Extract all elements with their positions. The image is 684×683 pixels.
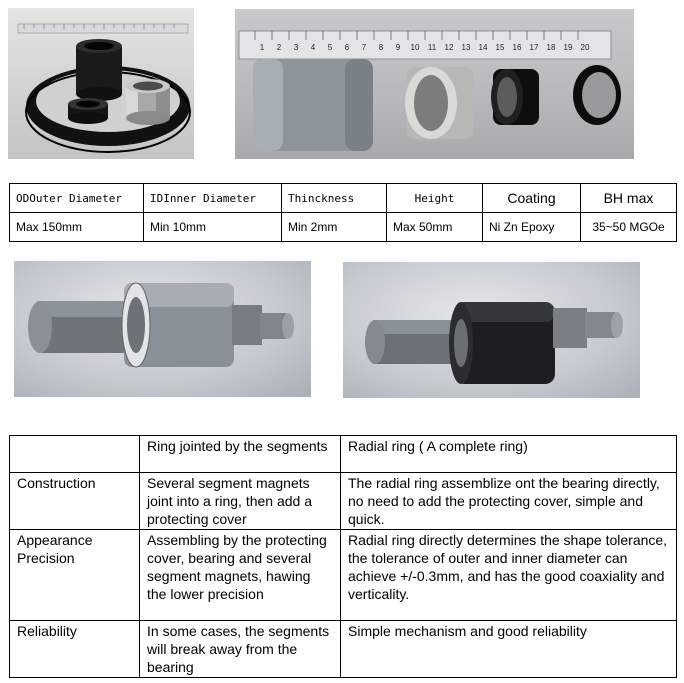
ruler-number: 20 <box>580 43 590 52</box>
comparison-header-segments: Ring jointed by the segments <box>140 436 341 473</box>
comparison-header-radial: Radial ring ( A complete ring) <box>341 436 677 473</box>
radial-cell: The radial ring assemblize ont the bearing directly, no need to add the protecting cover, simple and quick. <box>341 473 677 530</box>
radial-ring-render <box>343 262 640 398</box>
segment-ring-render <box>14 261 311 397</box>
spec-value-coating: Ni Zn Epoxy <box>483 213 581 242</box>
ruler-magnets-illustration <box>235 9 634 159</box>
segments-cell: Assembling by the protecting cover, bearing and several segment magnets, hawing the lower precision <box>140 530 341 621</box>
spec-header-height: Height <box>387 184 483 213</box>
comparison-header-row <box>10 436 677 473</box>
spec-header-id: IDInner Diameter <box>144 184 282 213</box>
spec-header-thickness: Thinckness <box>282 184 387 213</box>
spec-table-header-row <box>10 184 677 213</box>
radial-ring-illustration <box>343 262 640 398</box>
ruler-number: 5 <box>327 43 333 52</box>
row-label: Appearance Precision <box>10 530 140 621</box>
ruler-number: 2 <box>276 43 282 52</box>
ruler-number: 6 <box>344 43 350 52</box>
ruler-number: 3 <box>293 43 299 52</box>
spec-value-id: Min 10mm <box>144 213 282 242</box>
ruler-number: 13 <box>461 43 471 52</box>
spec-value-bhmax: 35~50 MGOe <box>581 213 677 242</box>
ring-magnets-photo <box>8 8 194 159</box>
comparison-row-reliability <box>10 621 677 678</box>
spec-header-coating: Coating <box>483 184 581 213</box>
ruler-number: 19 <box>563 43 573 52</box>
row-label: Construction <box>10 473 140 530</box>
ring-magnets-illustration <box>8 8 194 159</box>
spec-header-od: ODOuter Diameter <box>10 184 144 213</box>
comparison-row-precision <box>10 530 677 621</box>
spec-value-thickness: Min 2mm <box>282 213 387 242</box>
spec-table <box>9 183 677 242</box>
segments-cell: In some cases, the segments will break away from the bearing <box>140 621 341 678</box>
ruler-number: 4 <box>310 43 316 52</box>
ruler-number: 10 <box>410 43 420 52</box>
comparison-row-construction <box>10 473 677 530</box>
ruler-number: 16 <box>512 43 522 52</box>
ruler-number: 11 <box>427 43 437 52</box>
ruler-number: 1 <box>259 43 265 52</box>
spec-value-height: Max 50mm <box>387 213 483 242</box>
ruler-number: 17 <box>529 43 539 52</box>
ruler-number: 18 <box>546 43 556 52</box>
ruler-number: 7 <box>361 43 367 52</box>
comparison-header-blank <box>10 436 140 473</box>
spec-header-bhmax: BH max <box>581 184 677 213</box>
segments-cell: Several segment magnets joint into a ring, then add a protecting cover <box>140 473 341 530</box>
comparison-table <box>9 435 677 678</box>
row-label: Reliability <box>10 621 140 678</box>
segment-ring-illustration <box>14 261 311 397</box>
ruler-magnets-photo <box>235 9 634 159</box>
ruler-number: 15 <box>495 43 505 52</box>
spec-value-od: Max 150mm <box>10 213 144 242</box>
ruler-number: 9 <box>395 43 401 52</box>
radial-cell: Simple mechanism and good reliability <box>341 621 677 678</box>
ruler-number: 14 <box>478 43 488 52</box>
ruler-number: 8 <box>378 43 384 52</box>
radial-cell: Radial ring directly determines the shape tolerance, the tolerance of outer and inner diameter can achieve +/-0.3mm, and has the good coaxiality and verticality. <box>341 530 677 621</box>
spec-table-value-row <box>10 213 677 242</box>
ruler-number: 12 <box>444 43 454 52</box>
